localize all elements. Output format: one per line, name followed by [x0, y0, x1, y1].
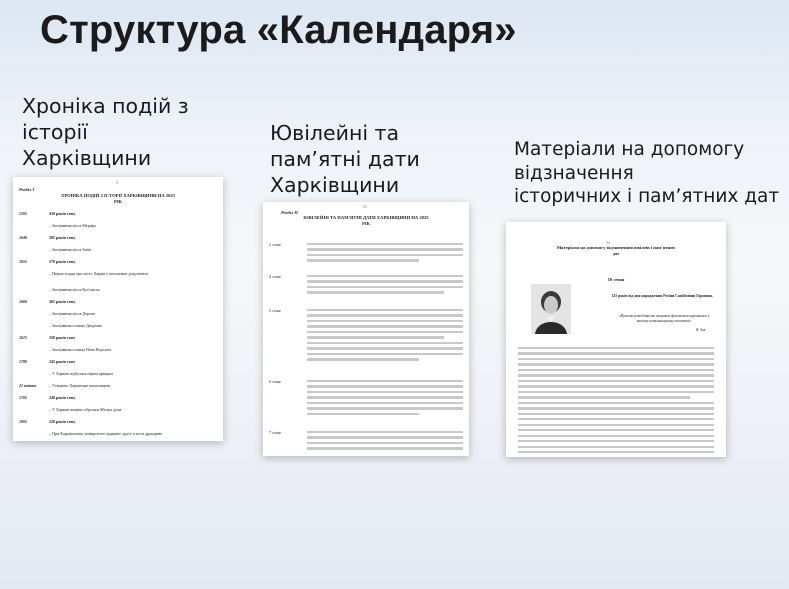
- section-tag: Розділ ІІ: [281, 210, 298, 215]
- row-text: – Заснування селища Нова Водолага: [49, 347, 112, 352]
- date-label: 7 січня: [269, 430, 281, 435]
- heading-line: Харківщини: [270, 173, 400, 198]
- section-heading-anniversaries: [270, 120, 420, 199]
- epigraph-signature: Я. Зак: [696, 328, 706, 332]
- date-label: 6 січня: [269, 379, 281, 384]
- text-lines: [307, 380, 463, 418]
- row-text: – Заснування селища Дворічна: [49, 323, 102, 328]
- row-year: 1640: [19, 235, 27, 240]
- date-label: 2 січня: [269, 242, 281, 247]
- row-text: – Заснування міста Мерефа: [49, 223, 96, 228]
- heading-line: Ювілейні та: [270, 121, 400, 145]
- document-heading: Матеріали на допомогу відзначенню ювілеїв і пам’ятних дат: [556, 245, 676, 256]
- text-lines: [307, 309, 463, 364]
- row-text: 430 років тому: [49, 211, 76, 216]
- row-year: 1785: [19, 395, 27, 400]
- document-heading: ХРОНІКА ПОДІЙ З ІСТОРІЇ ХАРКІВЩИНИ НА 2025 РІК: [61, 193, 175, 204]
- page-number: 52: [606, 240, 610, 245]
- text-lines: [307, 275, 463, 297]
- portrait-icon: [531, 284, 571, 334]
- heading-line: Матеріали на допомогу: [514, 139, 745, 160]
- slide-title: Структура «Календаря»: [40, 8, 517, 52]
- anniversaries-page-image[interactable]: [263, 202, 469, 456]
- row-text: 220 років тому: [49, 419, 76, 424]
- page-number: 5: [116, 180, 118, 185]
- page-number: 21: [363, 204, 367, 209]
- row-text: 365 років тому: [49, 299, 76, 304]
- row-text: – Заснування міста Дергачі: [49, 311, 96, 316]
- row-year: 1655: [19, 259, 27, 264]
- heading-line: Харківщини: [22, 146, 152, 171]
- row-year: 1675: [19, 335, 27, 340]
- body-text-lines: [518, 347, 714, 457]
- row-text: 385 років тому: [49, 235, 76, 240]
- row-text: 240 років тому: [49, 395, 76, 400]
- heading-line: Хроніка подій з: [22, 94, 189, 118]
- heading-line: історії: [22, 120, 88, 145]
- epigraph-quote: «Музична різнобічність яскравим феноменом вирізнялася в нашому начальницькому колективі»: [618, 314, 710, 324]
- row-text: – Перша згадка про місто Харків у письмових документах: [49, 271, 149, 276]
- row-text: – У Харкові вперше обралася Міська дума: [49, 407, 122, 412]
- row-text: 370 років тому: [49, 259, 76, 264]
- row-text: 350 років тому: [49, 335, 76, 340]
- row-text: – Заснування міста Куп’янськ: [49, 287, 100, 292]
- heading-line: пам’ятні дати: [270, 147, 420, 172]
- row-text: – У Харкові відбулася перша ярмарка: [49, 371, 113, 376]
- portrait-photo: [531, 284, 571, 334]
- text-lines: [307, 243, 463, 265]
- subtitle: 125 років від дня народження Регіни Самійлівни Горовиць: [611, 294, 713, 298]
- heading-line: історичних і пам’ятних дат: [514, 186, 780, 208]
- row-year: 21 квітня: [19, 383, 37, 388]
- section-tag: Розділ І: [19, 187, 35, 192]
- row-text: – При Харківському університеті відкрито другу в місті друкарню: [49, 431, 162, 436]
- row-text: 245 років тому: [49, 359, 76, 364]
- date-label: 4 січня: [269, 274, 281, 279]
- row-text: – Заснування міста Зміїв: [49, 247, 92, 252]
- date-heading: 10 січня: [607, 277, 625, 282]
- row-year: 1780: [19, 359, 27, 364]
- materials-page-image[interactable]: [506, 222, 726, 457]
- row-year: 1805: [19, 419, 27, 424]
- row-year: 1660: [19, 299, 27, 304]
- section-heading-materials: [514, 138, 779, 209]
- text-lines: [307, 431, 463, 453]
- document-heading: ЮВІЛЕЙНІ ТА ПАМ’ЯТНІ ДАТИ ХАРКІВЩИНИ НА 2025 РІК: [303, 215, 429, 226]
- date-label: 5 січня: [269, 308, 281, 313]
- row-year: 1595: [19, 211, 27, 216]
- chronicle-page-image[interactable]: [13, 177, 223, 441]
- row-text: – Утворено Харківське намісництво: [49, 383, 111, 388]
- section-heading-chronicle: [22, 93, 189, 172]
- heading-line: відзначення: [514, 162, 634, 184]
